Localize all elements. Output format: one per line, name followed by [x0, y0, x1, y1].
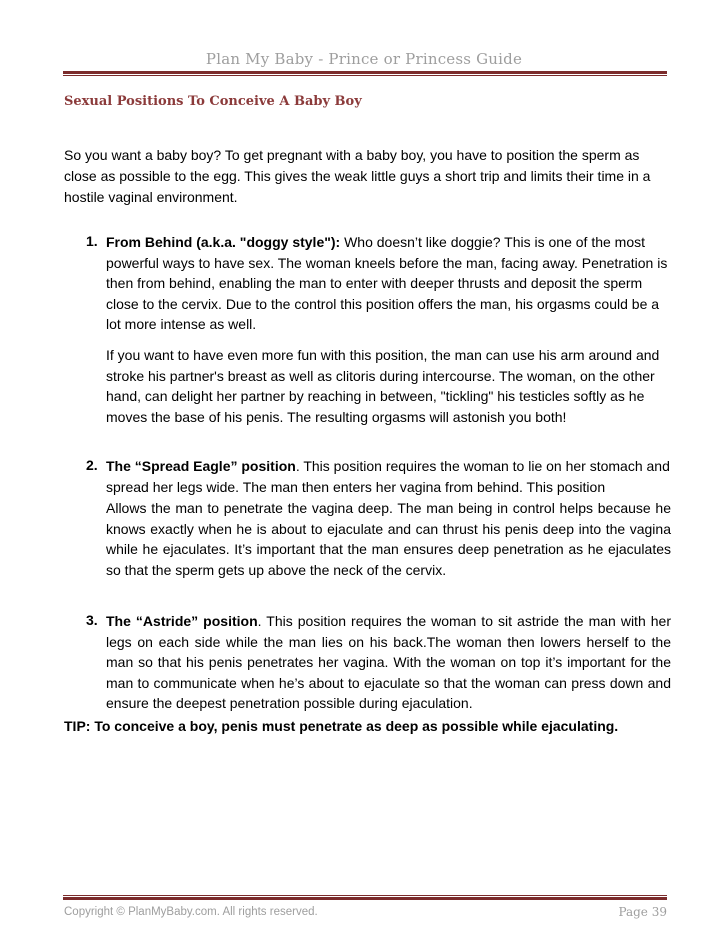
list-item-body: [106, 456, 671, 497]
tip-text: TIP: To conceive a boy, penis must penetrate as deep as possible while ejaculating.: [64, 718, 619, 734]
list-number: 2.: [86, 457, 98, 473]
header-rule: [63, 71, 667, 74]
list-number: 3.: [86, 612, 98, 628]
footer-copyright: Copyright © PlanMyBaby.com. All rights reserved.: [64, 906, 318, 918]
intro-paragraph: So you want a baby boy? To get pregnant with a baby boy, you have to position the sperm as close as possible to the egg. This gives the weak little guys a short trip and limits their time in a hostile vaginal environment.: [64, 147, 651, 205]
header-title: Plan My Baby - Prince or Princess Guide: [205, 50, 523, 68]
position-text: Who doesn’t like doggie? This is one of the most powerful ways to have sex. The woman kneels before the man, facing away. Penetration is then from behind, enabling the man to enter with deeper thrusts and deposit the sperm close to the cervix. Due to the control this position offers the man, his orgasms could be a lot more intense as well.: [106, 234, 668, 332]
header-rule-thin: [63, 75, 667, 76]
position-title: From Behind (a.k.a. "doggy style"):: [106, 234, 341, 250]
position-title: The “Astride” position: [106, 613, 258, 629]
section-title: Sexual Positions To Conceive A Baby Boy: [64, 94, 362, 109]
list-number: 1.: [86, 233, 98, 249]
page-number: Page 39: [618, 905, 667, 919]
position-text: . This position requires the woman to lie on her stomach and spread her legs wide. The man then enters her vagina from behind. This position: [106, 458, 670, 495]
position-title: The “Spread Eagle” position: [106, 458, 296, 474]
list-item-body: [106, 611, 671, 714]
position-extra-paragraph: If you want to have even more fun with this position, the man can use his arm around and stroke his partner's breast as well as clitoris during intercourse. The woman, on the other hand, can delight her partner by reaching in between, "tickling" his testicles softly as he moves the base of his penis. The resulting orgasms will astonish you both!: [106, 347, 660, 425]
position-text: . This position requires the woman to sit astride the man with her legs on each side while the man lies on his back.The woman then lowers herself to the man so that his penis penetrates her vagina. With the woman on top it’s important for the man to communicate when he’s about to ejaculate so that the woman can press down and ensure the deepest penetration possible during ejaculation.: [106, 613, 671, 711]
footer-rule: [63, 897, 667, 900]
position-extra-paragraph: Allows the man to penetrate the vagina deep. The man being in control helps because he knows exactly when he is about to ejaculate and can thrust his penis deep into the vagina while he ejaculates. It’s important that the man ensures deep penetration as he ejaculates so that the sperm gets up above the neck of the cervix.: [106, 500, 671, 578]
list-item-body: [106, 232, 671, 335]
footer-rule-thin: [63, 895, 667, 896]
